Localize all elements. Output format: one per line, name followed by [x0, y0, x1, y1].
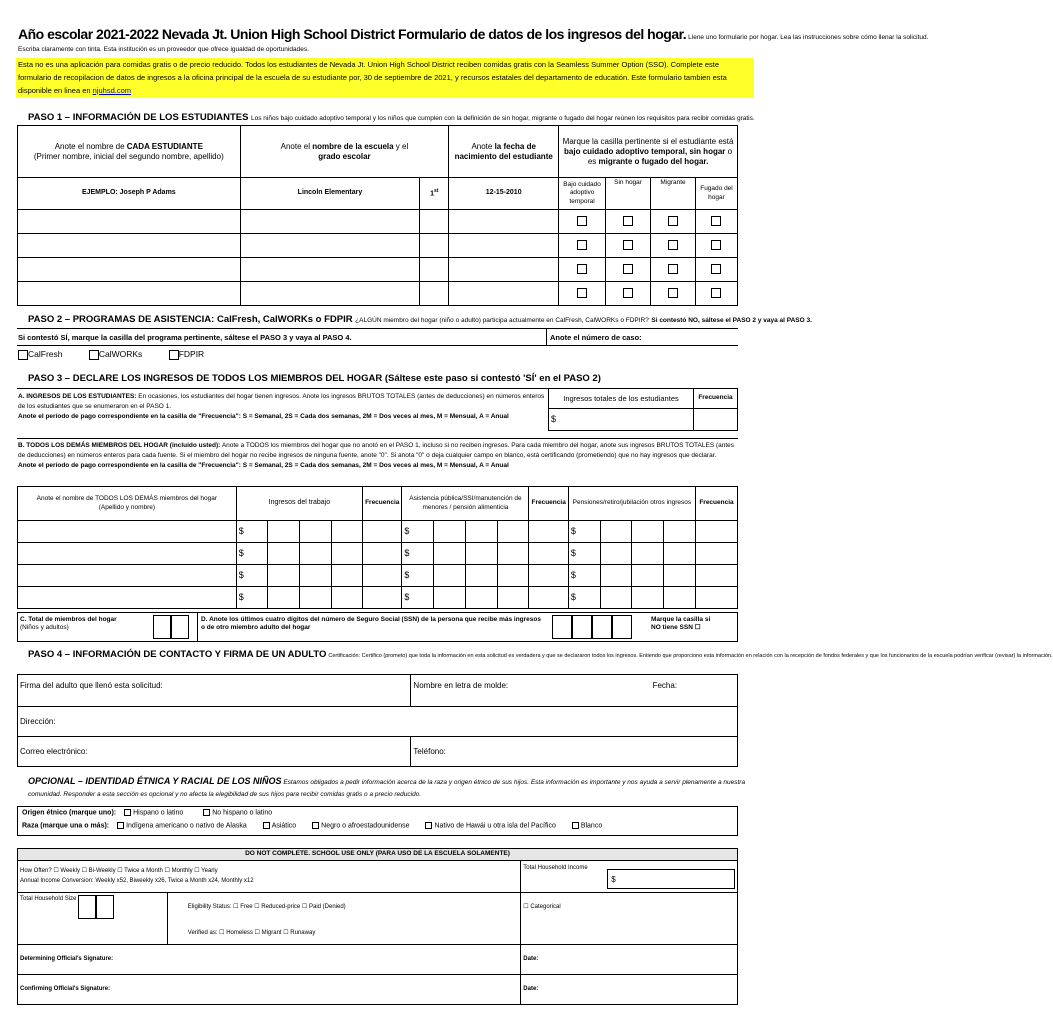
ssn-digit-2[interactable] — [572, 615, 592, 639]
migrant-checkbox[interactable] — [668, 264, 678, 274]
section-b-text: B. TODOS LOS DEMÁS MIEMBROS DEL HOGAR (incluido usted): Anote a TODOS los miembros del hogar que no anotó en el PASO 1, incluso si no reciben ingresos. Para cada miembro del hogar, anote sus ingresos BRUTOS TOTALES (antes de deducciones) en números enteros para cada fuente. Si el miembro del hogar no recibe ingresos de ninguna fuente, anote "0". Si anota "0" o deja cualquier campo en blanco, está certificando (prometiendo) que no hay ingresos que declarar. Anote el período de pago correspondiente en la casilla de "Frecuencia": S = Semanal, 2S = Cada dos semanas, 2M = Dos veces al mes, M = Mensual, A = Anual — [18, 442, 735, 470]
col-member-name: Anote el nombre de TODOS LOS DEMÁS miembros del hogar (Apellido y nombre) — [18, 487, 237, 521]
paso2-header — [28, 314, 812, 326]
work-income-input[interactable]: $ — [236, 587, 268, 609]
total-members-label: C. Total de miembros del hogar (Niños y adultos) — [20, 616, 117, 632]
homeless-checkbox[interactable] — [623, 288, 633, 298]
member-name-input[interactable] — [18, 521, 237, 543]
freq-input[interactable] — [529, 565, 568, 587]
instructions-line: Escriba claramente con tinta. Esta institución es un proveedor que ofrece igualdad de oportunidades. — [18, 46, 309, 53]
notice-text: Esta no es una aplicación para comidas gratis o de precio reducido. Todos los estudiantes de Nevada Jt. Union High School District reciben comidas gratis con la Seamless Summer Option (SSO). Complete este formulario de recopilacion de datos de ingresos a la oficina principal de la escuela de su estudiante por, 30 de septiembre de 2021, y recursos estatales del departamento de educatión. Este formulario tambien esta disponible en linea en — [18, 60, 727, 95]
total-income-cell — [521, 861, 738, 893]
no-ssn-checkbox[interactable]: Marque la casilla si NO tiene SSN ☐ — [651, 616, 711, 632]
col-work-income: Ingresos del trabajo — [236, 487, 362, 521]
total-members-input-1[interactable] — [153, 615, 171, 639]
divider — [17, 345, 738, 346]
work-income-input[interactable]: $ — [236, 565, 268, 587]
confirming-signature[interactable]: Confirming Official's Signature: — [18, 975, 521, 1005]
freq-input[interactable] — [695, 521, 737, 543]
freq-input[interactable] — [529, 587, 568, 609]
school-use-table — [17, 848, 738, 1005]
verified-as[interactable]: Verified as: ☐ Homeless ☐ Migrant ☐ Runaway — [167, 923, 520, 945]
member-row — [18, 521, 738, 543]
divider — [546, 328, 547, 345]
ssn-digit-4[interactable] — [612, 615, 632, 639]
assistance-input[interactable]: $ — [402, 521, 434, 543]
optional-section — [28, 774, 748, 800]
hh-size-input-2[interactable] — [96, 895, 114, 919]
section-a-text: A. INGRESOS DE LOS ESTUDIANTES: En ocasiones, los estudiantes del hogar tienen ingresos. Anote los ingresos BRUTOS TOTALES (antes de deducciones) en números enteros de los estudiantes que se enumeraron en el PASO 1. Anote el período de pago correspondiente en la casilla de "Frecuencia": S = Semanal, 2S = Cada dos semanas, 2M = Dos veces al mes, M = Mensual, A = Anual — [18, 393, 545, 421]
how-often-text: How Often? ☐ Weekly ☐ Bi-Weekly ☐ Twice a Month ☐ Monthly ☐ Yearly — [20, 868, 218, 874]
divider — [17, 438, 738, 439]
freq-input[interactable] — [363, 543, 402, 565]
grade-input[interactable] — [420, 258, 449, 282]
sub-foster: Bajo cuidado adoptivo temporal — [559, 178, 606, 210]
eligibility-status[interactable]: Eligibility Status: ☐ Free ☐ Reduced-price ☐ Paid (Denied) — [167, 893, 520, 923]
program-options — [18, 349, 204, 360]
freq-input[interactable] — [363, 521, 402, 543]
paso1-title: PASO 1 – INFORMACIÓN DE LOS ESTUDIANTES — [28, 112, 249, 123]
migrant-checkbox[interactable] — [668, 288, 678, 298]
school-input[interactable] — [240, 258, 420, 282]
determining-signature[interactable]: Determining Official's Signature: — [18, 945, 521, 975]
fdpir-label: FDPIR — [178, 349, 205, 359]
example-grade: 1st — [420, 178, 449, 210]
total-members-input-2[interactable] — [171, 615, 189, 639]
dob-input[interactable] — [449, 282, 559, 306]
determining-date[interactable]: Date: — [521, 945, 738, 975]
calfresh-checkbox[interactable] — [18, 350, 28, 360]
work-income-input[interactable]: $ — [236, 521, 268, 543]
how-often-cell — [18, 861, 521, 893]
col-pensions: Pensiones/retiro/jubilación otros ingresos — [568, 487, 695, 521]
pension-input[interactable]: $ — [568, 521, 600, 543]
race-asian-checkbox[interactable] — [263, 822, 270, 829]
student-row — [18, 210, 738, 234]
paso1-desc: Los niños bajo cuidado adoptivo temporal y los niños que cumplen con la definición de sin hogar, migrante o fugado del hogar reúnen los requisitos para recibir comidas gratis. — [250, 115, 755, 122]
freq-input[interactable] — [363, 565, 402, 587]
school-input[interactable] — [240, 282, 420, 306]
runaway-checkbox[interactable] — [711, 240, 721, 250]
sub-migrant: Migrante — [651, 178, 696, 210]
student-row — [18, 258, 738, 282]
example-dob: 12-15-2010 — [449, 178, 559, 210]
student-income-input[interactable]: $ — [549, 409, 694, 431]
race-black-checkbox[interactable] — [312, 822, 319, 829]
dob-input[interactable] — [449, 234, 559, 258]
col-assistance: Asistencia pública/SSI/manutención de menores / pensión alimenticia — [402, 487, 529, 521]
paso2-title: PASO 2 – PROGRAMAS DE ASISTENCIA: CalFresh, CalWORKs o FDPIR — [28, 314, 353, 325]
njuhsd-link[interactable]: njuhsd.com — [92, 85, 132, 95]
student-name-input[interactable] — [18, 210, 241, 234]
address-field[interactable]: Dirección: — [18, 707, 738, 737]
divider — [197, 612, 198, 642]
pension-input[interactable]: $ — [568, 587, 600, 609]
optional-title: OPCIONAL – IDENTIDAD ÉTNICA Y RACIAL DE LOS NIÑOS — [28, 776, 282, 786]
freq-input[interactable] — [695, 587, 737, 609]
fdpir-checkbox[interactable] — [169, 350, 179, 360]
student-row — [18, 282, 738, 306]
ssn-digit-1[interactable] — [552, 615, 572, 639]
foster-checkbox[interactable] — [577, 264, 587, 274]
assistance-input[interactable]: $ — [402, 543, 434, 565]
non-hispanic-checkbox[interactable] — [203, 809, 210, 816]
form-title — [18, 26, 929, 44]
grade-input[interactable] — [420, 234, 449, 258]
paso2-yes-text: Si contestó SÍ, marque la casilla del programa pertinente, sáltese el PASO 3 y vaya al PASO 4. — [18, 333, 352, 342]
paso1-header — [28, 112, 755, 124]
col-freq-2: Frecuencia — [529, 487, 568, 521]
student-name-input[interactable] — [18, 234, 241, 258]
work-income-input[interactable]: $ — [236, 543, 268, 565]
conversion-text: Annual Income Conversion: Weekly x52, Biweekly x26, Twice a Month x24, Monthly x12 — [20, 877, 254, 884]
case-number-label: Anote el número de caso: — [550, 333, 642, 342]
freq-label: Frecuencia — [694, 389, 738, 409]
migrant-checkbox[interactable] — [668, 240, 678, 250]
hh-size-cell — [18, 893, 168, 945]
race-white-checkbox[interactable] — [572, 822, 579, 829]
household-table — [17, 486, 738, 609]
ssn-label: D. Anote los últimos cuatro dígitos del número de Seguro Social (SSN) de la persona que recibe más ingresos o de otro miembro adulto del hogar — [201, 616, 541, 632]
title-text: Año escolar 2021-2022 Nevada Jt. Union High School District Formulario de datos de los ingresos del hogar. — [18, 26, 687, 42]
member-row — [18, 565, 738, 587]
col-dob: Anote la fecha de nacimiento del estudiante — [449, 126, 559, 178]
runaway-checkbox[interactable] — [711, 216, 721, 226]
ssn-digit-3[interactable] — [592, 615, 612, 639]
total-income-input[interactable]: $ — [607, 869, 735, 889]
date-field[interactable]: Fecha: — [651, 675, 738, 707]
member-row — [18, 587, 738, 609]
sub-runaway: Fugado del hogar — [695, 178, 737, 210]
homeless-checkbox[interactable] — [623, 216, 633, 226]
pension-input[interactable]: $ — [568, 543, 600, 565]
assistance-input[interactable]: $ — [402, 587, 434, 609]
freq-input[interactable] — [529, 543, 568, 565]
freq-input[interactable] — [529, 521, 568, 543]
hispanic-checkbox[interactable] — [124, 809, 131, 816]
hh-size-label: Total Household Size — [20, 896, 77, 902]
member-name-input[interactable] — [18, 565, 237, 587]
race-pacific-checkbox[interactable] — [425, 822, 432, 829]
paso3-title: PASO 3 – DECLARE LOS INGRESOS DE TODOS LOS MIEMBROS DEL HOGAR (Sáltese este paso si contestó 'SÍ' en el PASO 2) — [28, 373, 601, 384]
col-freq-1: Frecuencia — [363, 487, 402, 521]
member-row — [18, 543, 738, 565]
total-income-label: Total Household Income — [523, 865, 588, 871]
student-name-input[interactable] — [18, 258, 241, 282]
student-income-table — [548, 388, 738, 431]
paso4-title: PASO 4 – INFORMACIÓN DE CONTACTO Y FIRMA DE UN ADULTO — [28, 649, 327, 660]
students-table — [17, 125, 738, 306]
calworks-checkbox[interactable] — [89, 350, 99, 360]
paso4-desc: Certificación: Certifico (prometo) que toda la información en esta solicitud es verdadera y que se declararon todos los ingresos. Entiendo que proporciono esta información en relación con la recepción de fondos federales y que los funcionarios de la escuela podrían verificar (revisar) la información. — [328, 653, 1053, 659]
school-use-header: DO NOT COMPLETE. SCHOOL USE ONLY (PARA USO DE LA ESCUELA SOLAMENTE) — [18, 849, 738, 861]
assistance-input[interactable]: $ — [402, 565, 434, 587]
paso2-desc-bold: Si contestó NO, sáltese el PASO 2 y vaya al PASO 3. — [651, 317, 812, 324]
member-name-input[interactable] — [18, 543, 237, 565]
foster-checkbox[interactable] — [577, 240, 587, 250]
calfresh-label: CalFresh — [28, 349, 63, 359]
sub-homeless: Sin hogar — [606, 178, 651, 210]
title-note: Llene uno formulario por hogar. Lea las instrucciones sobre cómo llenar la solicitud. — [688, 34, 929, 41]
col-status: Marque la casilla pertinente si el estudiante está bajo cuidado adoptivo temporal, sin hogar o es migrante o fugado del hogar. — [559, 126, 738, 178]
dob-input[interactable] — [449, 258, 559, 282]
school-input[interactable] — [240, 210, 420, 234]
categorical-checkbox[interactable]: ☐ Categorical — [521, 893, 738, 923]
student-income-label: Ingresos totales de los estudiantes — [549, 389, 694, 409]
dob-input[interactable] — [449, 210, 559, 234]
col-freq-3: Frecuencia — [695, 487, 737, 521]
highlight-notice — [16, 58, 754, 98]
race-native-checkbox[interactable] — [117, 822, 124, 829]
optional-desc: Estamos obligados a pedir información acerca de la raza y origen étnico de sus hijos. Esta información es importante y nos ayuda a servir plenamente a nuestra comunidad. Responder a esta sección es opcional y no afecta la elegibilidad de sus hijos para recibir comidas gratis o a precio reducido. — [28, 779, 746, 799]
email-field[interactable]: Correo electrónico: — [18, 737, 411, 767]
school-input[interactable] — [240, 234, 420, 258]
contact-table — [17, 674, 738, 767]
col-student-name: Anote el nombre de CADA ESTUDIANTE (Primer nombre, inicial del segundo nombre, apellido) — [18, 126, 241, 178]
freq-input[interactable] — [695, 565, 737, 587]
member-name-input[interactable] — [18, 587, 237, 609]
hh-size-input-1[interactable] — [78, 895, 96, 919]
example-name: EJEMPLO: Joseph P Adams — [18, 178, 241, 210]
migrant-checkbox[interactable] — [668, 216, 678, 226]
paso2-desc: ¿ALGÚN miembro del hogar (niño o adulto) participa actualmente en CalFresh, CalWORKs o FDPIR? — [355, 317, 649, 324]
foster-checkbox[interactable] — [577, 288, 587, 298]
col-school: Anote el nombre de la escuela y el grado escolar — [240, 126, 449, 178]
foster-checkbox[interactable] — [577, 216, 587, 226]
grade-input[interactable] — [420, 210, 449, 234]
race-row: Raza (marque una o más): Indígena americano o nativo de Alaska Asiático Negro o afroestadounidense Nativo de Hawái u otra isla del Pacífico Blanco — [22, 822, 603, 830]
student-freq-input[interactable] — [694, 409, 738, 431]
freq-input[interactable] — [363, 587, 402, 609]
calworks-label: CalWORKs — [98, 349, 143, 359]
ethnicity-row: Origen étnico (marque uno): Hispano o latino No hispano o latino — [22, 809, 273, 817]
example-school: Lincoln Elementary — [240, 178, 420, 210]
homeless-checkbox[interactable] — [623, 240, 633, 250]
paso4-header — [28, 649, 1053, 661]
freq-input[interactable] — [695, 543, 737, 565]
homeless-checkbox[interactable] — [623, 264, 633, 274]
student-name-input[interactable] — [18, 282, 241, 306]
runaway-checkbox[interactable] — [711, 264, 721, 274]
phone-field[interactable]: Teléfono: — [411, 737, 738, 767]
grade-input[interactable] — [420, 282, 449, 306]
signature-field[interactable]: Firma del adulto que llenó esta solicitud: — [18, 675, 411, 707]
student-row — [18, 234, 738, 258]
pension-input[interactable]: $ — [568, 565, 600, 587]
confirming-date[interactable]: Date: — [521, 975, 738, 1005]
print-name-field[interactable]: Nombre en letra de molde: — [411, 675, 651, 707]
paso3-header — [28, 373, 601, 385]
runaway-checkbox[interactable] — [711, 288, 721, 298]
